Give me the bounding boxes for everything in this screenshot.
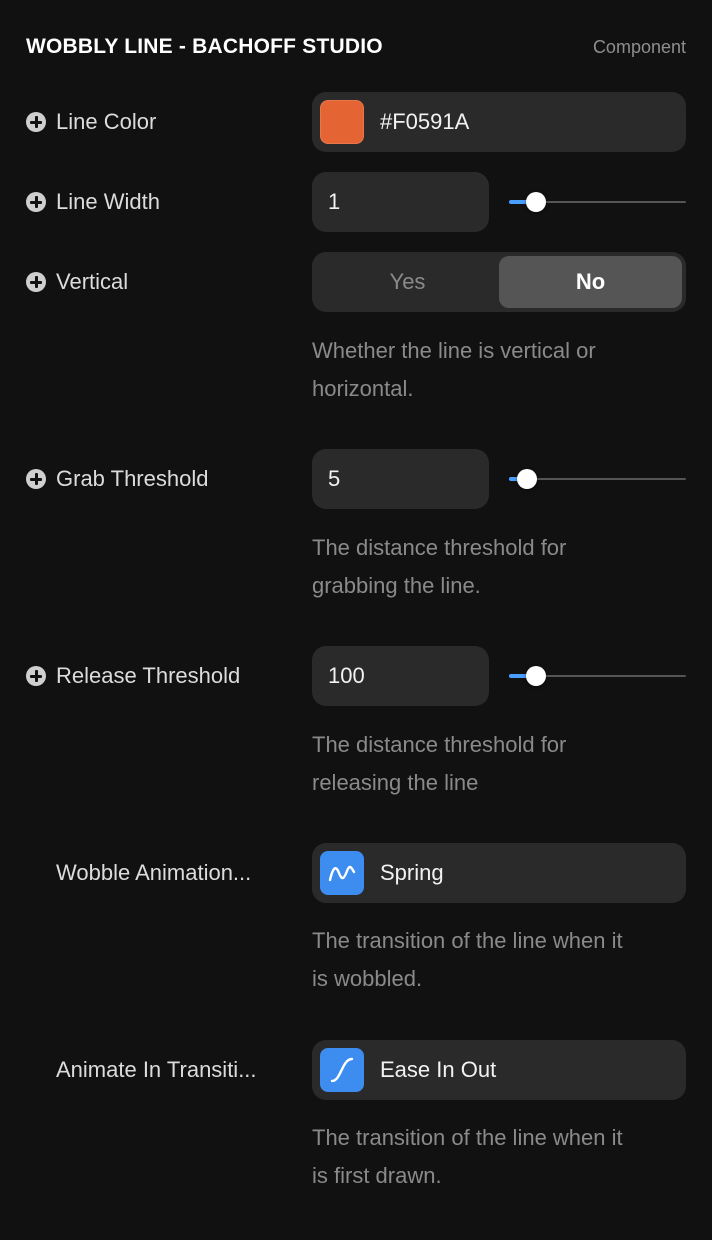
slider-handle[interactable] xyxy=(526,192,546,212)
release-threshold-input[interactable]: 100 xyxy=(312,646,489,706)
grab-threshold-label: Grab Threshold xyxy=(26,449,208,509)
release-threshold-slider[interactable] xyxy=(509,646,686,706)
color-swatch[interactable] xyxy=(320,100,364,144)
add-icon[interactable] xyxy=(26,192,46,212)
vertical-description: Whether the line is vertical or horizontal. xyxy=(312,338,596,401)
line-color-value: #F0591A xyxy=(380,109,470,134)
release-threshold-description: The distance threshold for releasing the line xyxy=(312,732,567,795)
line-width-slider[interactable] xyxy=(509,172,686,232)
ease-curve-icon xyxy=(320,1048,364,1092)
vertical-label: Vertical xyxy=(26,252,128,312)
add-icon[interactable] xyxy=(26,469,46,489)
line-width-input[interactable]: 1 xyxy=(312,172,489,232)
line-color-label: Line Color xyxy=(26,92,156,152)
slider-handle[interactable] xyxy=(517,469,537,489)
grab-threshold-slider[interactable] xyxy=(509,449,686,509)
wobble-animation-value: Spring xyxy=(380,860,444,885)
line-color-field[interactable] xyxy=(312,92,686,152)
grab-threshold-description: The distance threshold for grabbing the line. xyxy=(312,535,567,598)
grab-threshold-input[interactable]: 5 xyxy=(312,449,489,509)
wobble-animation-field[interactable] xyxy=(312,843,686,903)
spring-curve-icon xyxy=(320,851,364,895)
wobble-animation-description: The transition of the line when it is wobbled. xyxy=(312,928,623,991)
add-icon[interactable] xyxy=(26,272,46,292)
vertical-toggle xyxy=(312,252,686,312)
option-no[interactable]: No xyxy=(499,256,682,308)
add-icon[interactable] xyxy=(26,666,46,686)
add-icon[interactable] xyxy=(26,112,46,132)
animate-in-description: The transition of the line when it is first drawn. xyxy=(312,1125,623,1188)
line-width-label: Line Width xyxy=(26,172,160,232)
animate-in-value: Ease In Out xyxy=(380,1057,497,1082)
component-tag: Component xyxy=(592,36,686,57)
panel-header xyxy=(26,30,686,64)
component-title: WOBBLY LINE - BACHOFF STUDIO xyxy=(26,35,383,58)
release-threshold-label: Release Threshold xyxy=(26,646,240,706)
animate-in-field[interactable] xyxy=(312,1040,686,1100)
wobble-animation-label: Wobble Animation... xyxy=(56,860,252,885)
animate-in-label: Animate In Transiti... xyxy=(56,1057,257,1082)
slider-handle[interactable] xyxy=(526,666,546,686)
option-yes[interactable]: Yes xyxy=(389,269,426,294)
